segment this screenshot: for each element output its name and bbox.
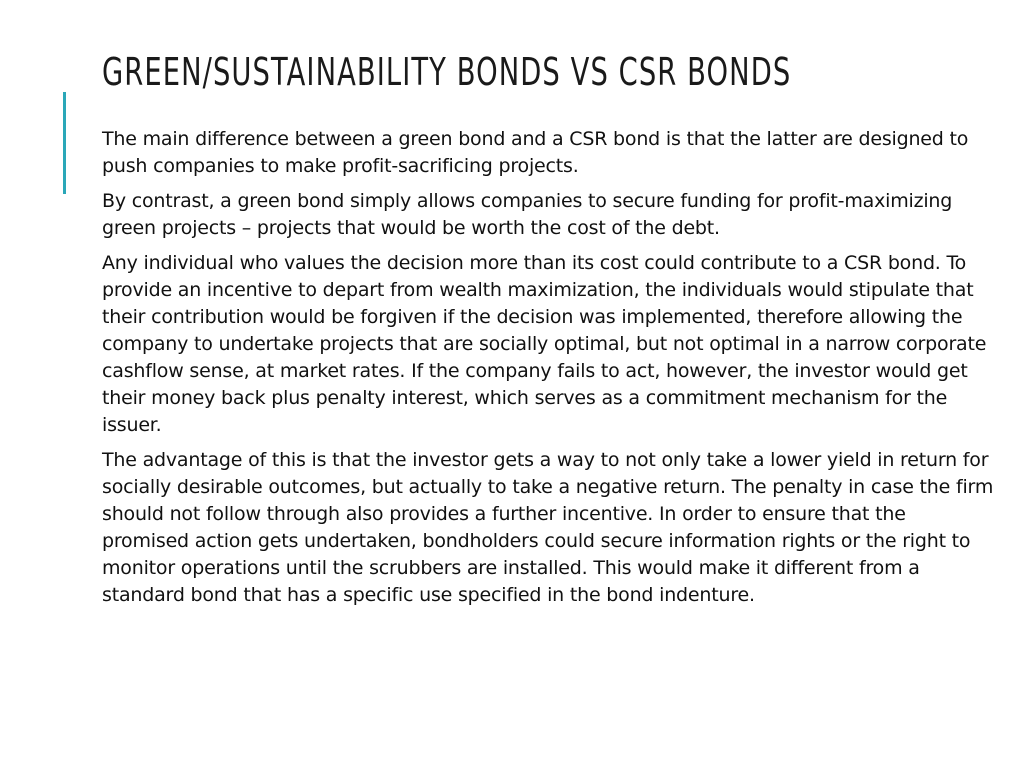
paragraph-advantage: The advantage of this is that the investor gets a way to not only take a lower yield in return for socially desirable outcomes, but actually to take a negative return. The penalty in case the firm should not follow through also provides a further incentive. In order to ensure that the promised action gets undertaken, bondholders could secure information rights or the right to monitor operations until the scrubbers are installed. This would make it different from a standard bond that has a specific use specified in the bond indenture. [102,449,994,606]
paragraph-main-difference: The main difference between a green bond and a CSR bond is that the latter are designed to push companies to make profit-sacrificing projects. [102,128,969,177]
accent-bar [63,92,66,194]
slide-title: GREEN/SUSTAINABILITY BONDS VS CSR BONDS [102,50,792,94]
paragraph-any-individual: Any individual who values the decision more than its cost could contribute to a CSR bond. To provide an incentive to depart from wealth maximization, the individuals would stipulate that their contribution would be forgiven if the decision was implemented, therefore allowing the company to undertake projects that are socially optimal, but not optimal in a narrow corporate cashflow sense, at market rates. If the company fails to act, however, the investor would get their money back plus penalty interest, which serves as a commitment mechanism for the issuer. [102,252,987,436]
slide-body [102,126,998,617]
paragraph-by-contrast: By contrast, a green bond simply allows companies to secure funding for profit-maximizing green projects – projects that would be worth the cost of the debt. [102,190,953,239]
